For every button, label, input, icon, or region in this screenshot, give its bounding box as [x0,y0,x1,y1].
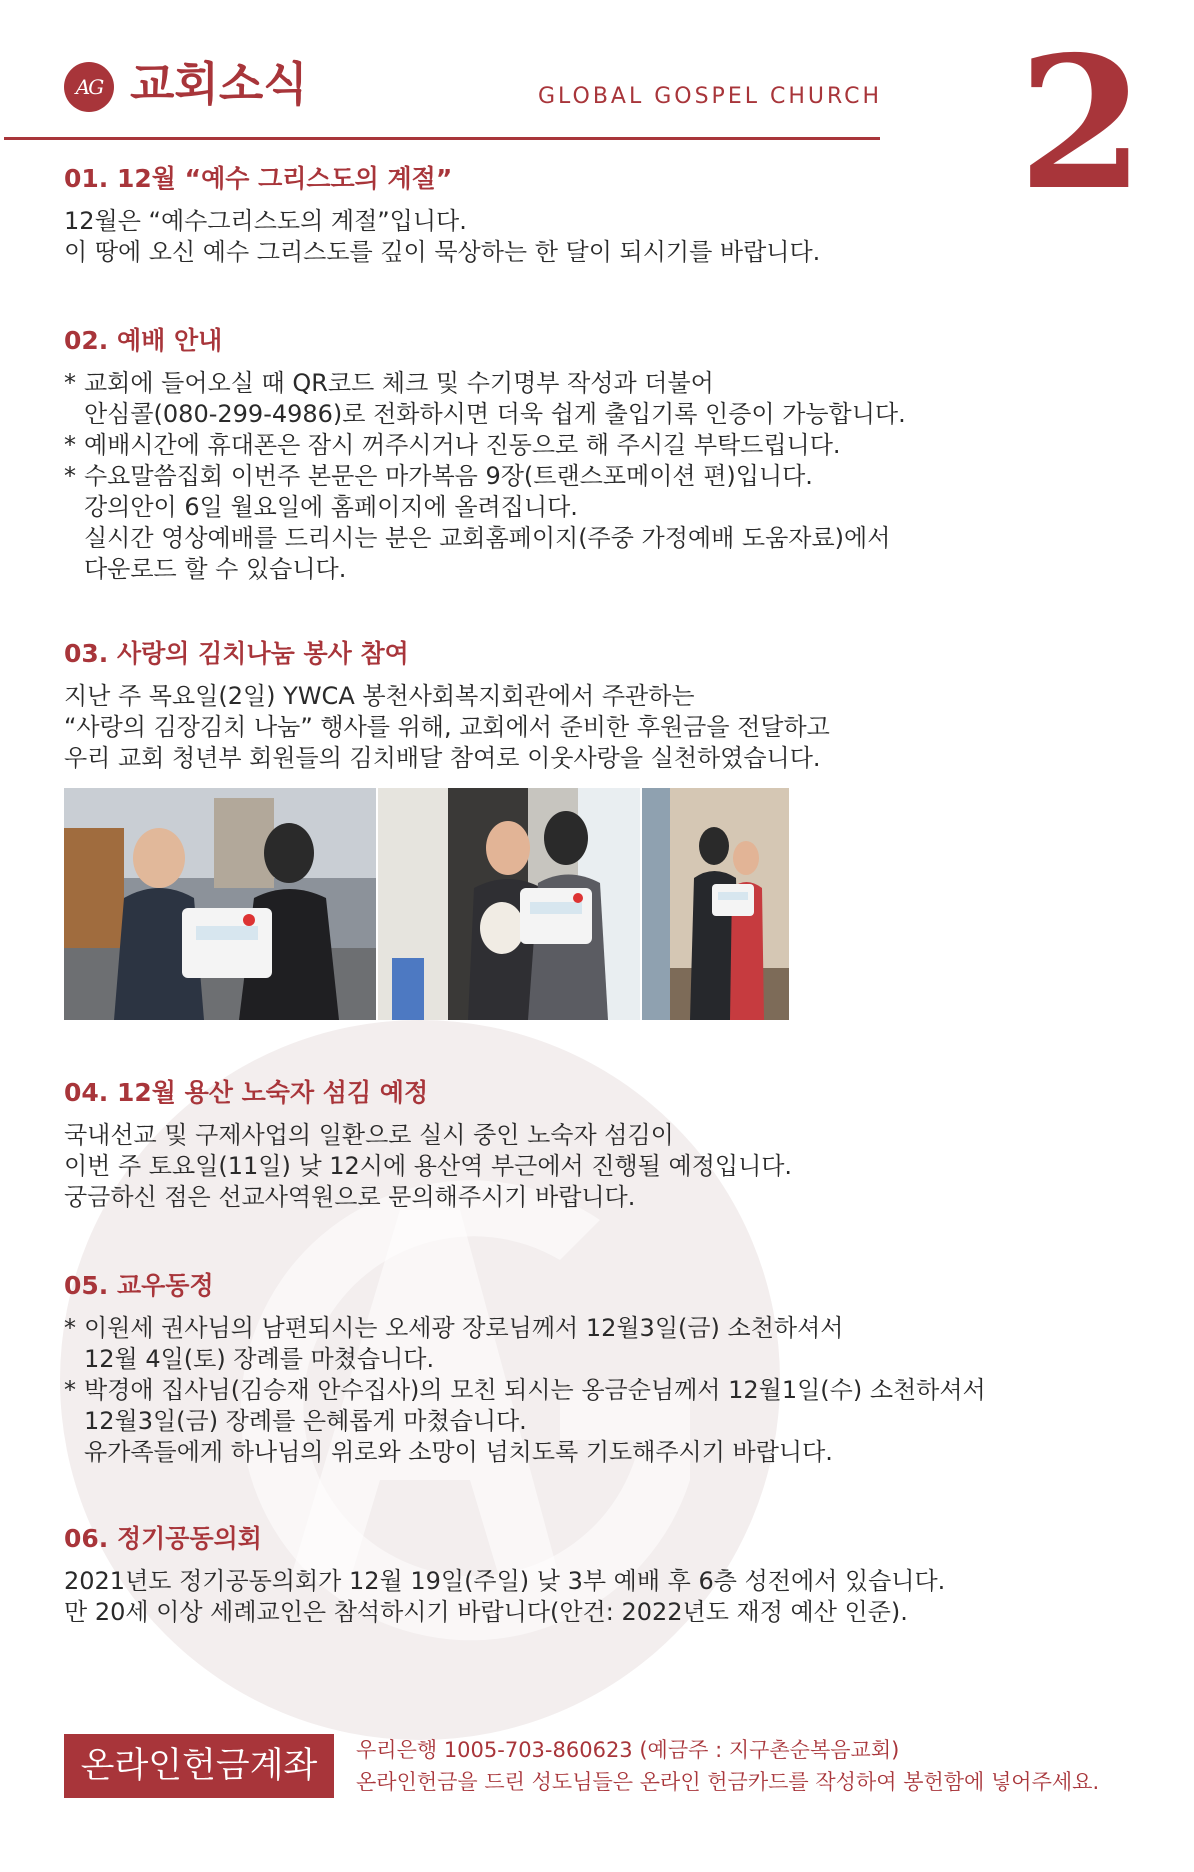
section-line: 궁금하신 점은 선교사역원으로 문의해주시기 바랍니다. [64,1183,636,1211]
page-title: 교회소식 [130,57,308,111]
bullet-item [64,461,1124,585]
section-title: 06. 정기공동의회 [64,1524,262,1553]
section-worship-guide [64,324,1124,585]
bullet-mark: * [64,431,76,459]
bullet-line: 수요말씀집회 이번주 본문은 마가복음 9장(트랜스포메이션 편)입니다. [84,462,813,490]
news-content [64,162,1124,1628]
bullet-item [64,430,1124,461]
section-homeless-service [64,1076,1124,1213]
section-title: 04. 12월 용산 노숙자 섬김 예정 [64,1078,429,1107]
header-divider [4,137,880,140]
bullet-line: 강의안이 6일 월요일에 홈페이지에 올려집니다. [84,493,578,521]
section-line: 국내선교 및 구제사업의 일환으로 실시 중인 노숙자 섬김이 [64,1121,674,1149]
section-member-news [64,1269,1124,1468]
logo-text: AG [75,75,103,99]
volunteer-photo [378,788,640,1020]
bullet-line: 박경애 집사님(김승재 안수집사)의 모친 되시는 옹금순님께서 12월1일(수) 소천하셔서 [84,1376,986,1404]
section-line: 만 20세 이상 세례교인은 참석하시기 바랍니다(안건: 2022년도 재정 예산 인준). [64,1598,908,1626]
volunteer-photo [64,788,376,1020]
bullet-line: 안심콜(080-299-4986)로 전화하시면 더욱 쉽게 출입기록 인증이 가능합니다. [84,400,906,428]
section-line: 지난 주 목요일(2일) YWCA 봉천사회복지회관에서 주관하는 [64,682,695,710]
bullet-line: 실시간 영상예배를 드리시는 분은 교회홈페이지(주중 가정예배 도움자료)에서 [84,524,891,552]
section-title: 03. 사랑의 김치나눔 봉사 참여 [64,639,409,668]
church-logo-icon [64,62,114,112]
church-name: GLOBAL GOSPEL CHURCH [538,84,883,109]
section-title: 02. 예배 안내 [64,326,223,355]
bullet-item [64,368,1124,430]
section-line: 2021년도 정기공동의회가 12월 19일(주일) 낮 3부 예배 후 6층 성전에서 있습니다. [64,1567,946,1595]
bullet-line: 유가족들에게 하나님의 위로와 소망이 넘치도록 기도해주시기 바랍니다. [84,1438,833,1466]
online-offering-label: 온라인헌금계좌 [64,1734,334,1798]
bank-account: 우리은행 1005-703-860623 (예금주 : 지구촌순복음교회) [356,1738,900,1762]
bullet-line: 12월 4일(토) 장례를 마쳤습니다. [84,1345,435,1373]
offering-note: 온라인헌금을 드린 성도님들은 온라인 헌금카드를 작성하여 봉헌함에 넣어주세요. [356,1770,1100,1794]
bullet-line: 교회에 들어오실 때 QR코드 체크 및 수기명부 작성과 더불어 [84,369,714,397]
section-general-assembly [64,1522,1124,1628]
photo-strip [64,788,1124,1020]
section-kimchi-sharing [64,637,1124,1020]
volunteer-photo [642,788,789,1020]
bullet-line: 예배시간에 휴대폰은 잠시 꺼주시거나 진동으로 해 주시길 부탁드립니다. [84,431,841,459]
bullet-mark: * [64,462,76,490]
section-line: 이번 주 토요일(11일) 낮 12시에 용산역 부근에서 진행될 예정입니다. [64,1152,793,1180]
section-advent [64,162,1124,268]
section-line: 이 땅에 오신 예수 그리스도를 깊이 묵상하는 한 달이 되시기를 바랍니다. [64,238,821,266]
section-title: 01. 12월 “예수 그리스도의 계절” [64,164,453,193]
section-title: 05. 교우동정 [64,1271,214,1300]
bullet-line: 12월3일(금) 장례를 은혜롭게 마쳤습니다. [84,1407,527,1435]
section-line: 우리 교회 청년부 회원들의 김치배달 참여로 이웃사랑을 실천하였습니다. [64,744,821,772]
section-line: 12월은 “예수그리스도의 계절”입니다. [64,207,467,235]
bullet-mark: * [64,1376,76,1404]
section-line: “사랑의 김장김치 나눔” 행사를 위해, 교회에서 준비한 후원금을 전달하고 [64,713,830,741]
offering-footer [64,1734,1154,1804]
bullet-line: 다운로드 할 수 있습니다. [84,555,347,583]
bullet-item [64,1313,1124,1375]
bullet-item [64,1375,1124,1468]
page-number: 2 [1018,16,1145,230]
bullet-line: 이원세 권사님의 남편되시는 오세광 장로님께서 12월3일(금) 소천하셔서 [84,1314,844,1342]
bullet-mark: * [64,369,76,397]
bullet-mark: * [64,1314,76,1342]
